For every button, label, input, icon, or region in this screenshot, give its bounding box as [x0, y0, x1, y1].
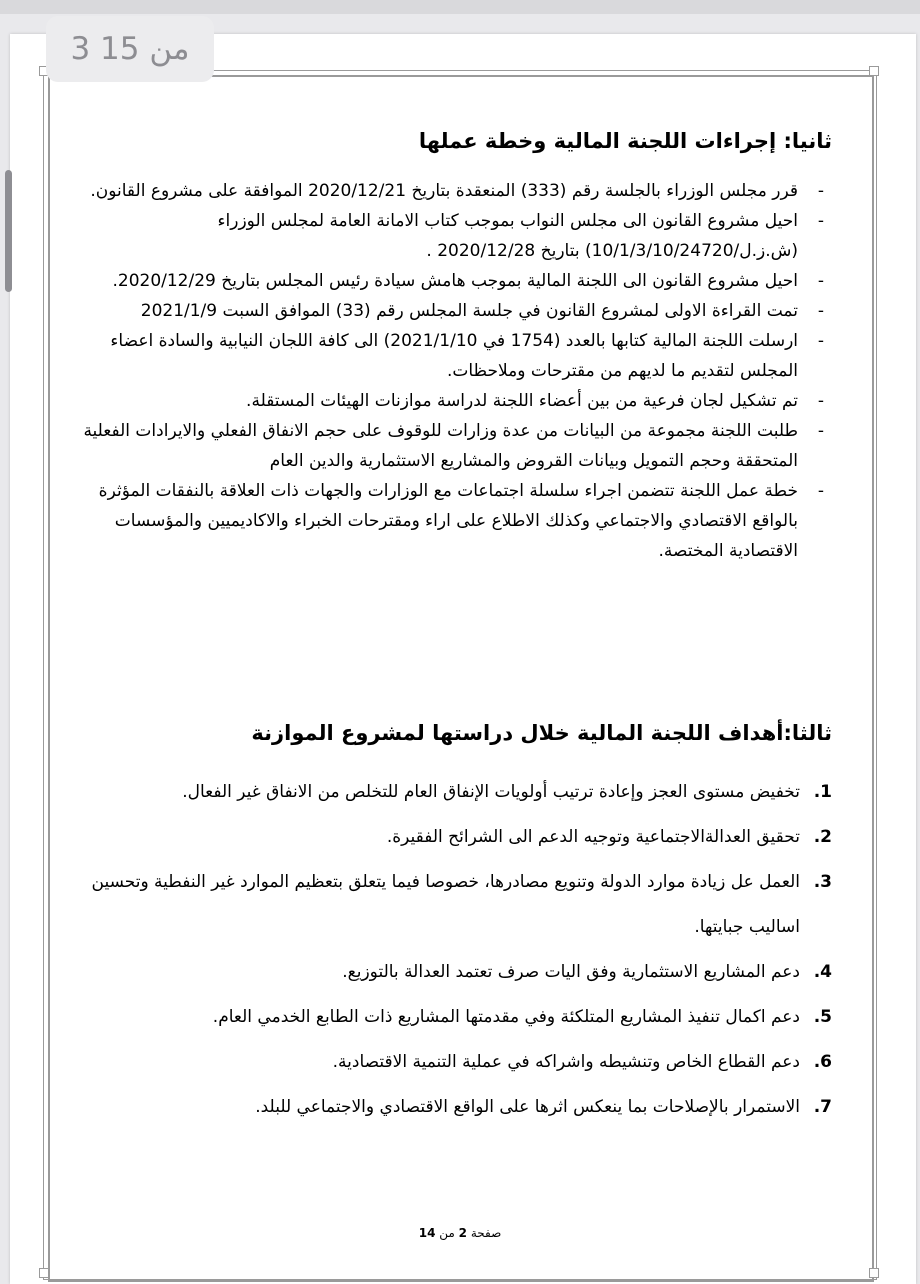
- bullet-marker: -: [817, 331, 824, 351]
- bullet-marker: -: [817, 391, 824, 411]
- goals-list: [50, 770, 832, 1130]
- section-two-heading: ثانيا: إجراءات اللجنة المالية وخطة عملها: [418, 129, 832, 153]
- bullet-marker: -: [817, 301, 824, 321]
- list-item: [56, 326, 832, 386]
- list-item-text: قرر مجلس الوزراء بالجلسة رقم (333) المنعقدة بتاريخ 2020/12/21 الموافقة على مشروع القانون.: [90, 181, 798, 201]
- goal-text: الاستمرار بالإصلاحات بما ينعكس اثرها على الواقع الاقتصادي والاجتماعي للبلد.: [255, 1097, 800, 1117]
- list-item: [50, 815, 832, 860]
- list-item: [50, 995, 832, 1040]
- list-item: [56, 296, 832, 326]
- goal-number: 4.: [813, 962, 832, 982]
- page-counter-text: 3 من 15: [70, 31, 190, 67]
- goal-text: تحقيق العدالةالاجتماعية وتوجيه الدعم الى الشرائح الفقيرة.: [386, 827, 800, 847]
- goal-text: دعم المشاريع الاستثمارية وفق اليات صرف تعتمد العدالة بالتوزيع.: [342, 962, 800, 982]
- bullet-marker: -: [817, 271, 824, 291]
- bullet-marker: -: [817, 181, 824, 201]
- goal-text: دعم القطاع الخاص وتنشيطه واشراكه في عملية التنمية الاقتصادية.: [332, 1052, 800, 1072]
- list-item: [56, 386, 832, 416]
- page-footer: [380, 1226, 540, 1240]
- footer-current-page: 2: [458, 1226, 467, 1240]
- list-item: [56, 266, 832, 296]
- list-item: [56, 476, 832, 566]
- goal-number: 3.: [813, 872, 832, 892]
- footer-total-pages: 14: [418, 1226, 436, 1240]
- list-item-text: طلبت اللجنة مجموعة من البيانات من عدة وزارات للوقوف على حجم الانفاق الفعلي والايرادات الفعلية المتحققة وحجم التمويل وبيانات القروض والمشاريع الاستثمارية والدين العام: [83, 421, 798, 471]
- goal-number: 7.: [813, 1097, 832, 1117]
- footer-of-word: من: [439, 1226, 455, 1240]
- list-item-text: تمت القراءة الاولى لمشروع القانون في جلسة المجلس رقم (33) الموافق السبت 2021/1/9: [140, 301, 798, 321]
- list-item-text: احيل مشروع القانون الى مجلس النواب بموجب كتاب الامانة العامة لمجلس الوزراء (ش.ز.ل/10/1/3/10/24720) بتاريخ 2020/12/28 .: [217, 211, 798, 261]
- goal-number: 6.: [813, 1052, 832, 1072]
- list-item: [50, 1040, 832, 1085]
- list-item: [50, 770, 832, 815]
- list-item: [50, 860, 832, 950]
- border-corner: [39, 1268, 49, 1278]
- goal-number: 1.: [813, 782, 832, 802]
- list-item-text: خطة عمل اللجنة تتضمن اجراء سلسلة اجتماعات مع الوزارات والجهات ذات العلاقة بالنفقات المؤثرة بالواقع الاقتصادي والاجتماعي وكذلك الاطلاع على اراء ومقترحات الخبراء والاكاديميين والمؤسسات الاقتصادية المختصة.: [98, 481, 798, 561]
- list-item-text: تم تشكيل لجان فرعية من بين أعضاء اللجنة لدراسة موازنات الهيئات المستقلة.: [246, 391, 798, 411]
- list-item-text: ارسلت اللجنة المالية كتابها بالعدد (1754 في 2021/1/10) الى كافة اللجان النيابية والسادة اعضاء المجلس لتقديم ما لديهم من مقترحات وملاحظات.: [110, 331, 798, 381]
- list-item: [56, 176, 832, 206]
- goal-text: العمل عل زيادة موارد الدولة وتنويع مصادرها، خصوصا فيما يتعلق بتعظيم الموارد غير النفطية وتحسين اساليب جبايتها.: [91, 872, 800, 937]
- list-item: [56, 206, 832, 266]
- window-top-strip: [0, 0, 920, 14]
- goal-text: تخفيض مستوى العجز وإعادة ترتيب أولويات الإنفاق العام للتخلص من الانفاق غير الفعال.: [182, 782, 800, 802]
- bullet-marker: -: [817, 211, 824, 231]
- procedures-list: [56, 176, 832, 566]
- goal-number: 5.: [813, 1007, 832, 1027]
- goal-number: 2.: [813, 827, 832, 847]
- list-item: [56, 416, 832, 476]
- list-item-text: احيل مشروع القانون الى اللجنة المالية بموجب هامش سيادة رئيس المجلس بتاريخ 2020/12/29.: [112, 271, 798, 291]
- vertical-scrollbar[interactable]: [5, 170, 12, 292]
- bullet-marker: -: [817, 481, 824, 501]
- goal-text: دعم اكمال تنفيذ المشاريع المتلكئة وفي مقدمتها المشاريع ذات الطابع الخدمي العام.: [212, 1007, 800, 1027]
- border-corner: [869, 66, 879, 76]
- page-counter-badge: [46, 16, 214, 82]
- list-item: [50, 950, 832, 995]
- footer-page-word: صفحة: [470, 1226, 502, 1240]
- section-three-heading: ثالثا:أهداف اللجنة المالية خلال دراستها لمشروع الموازنة: [251, 721, 832, 745]
- border-corner: [869, 1268, 879, 1278]
- list-item: [50, 1085, 832, 1130]
- bullet-marker: -: [817, 421, 824, 441]
